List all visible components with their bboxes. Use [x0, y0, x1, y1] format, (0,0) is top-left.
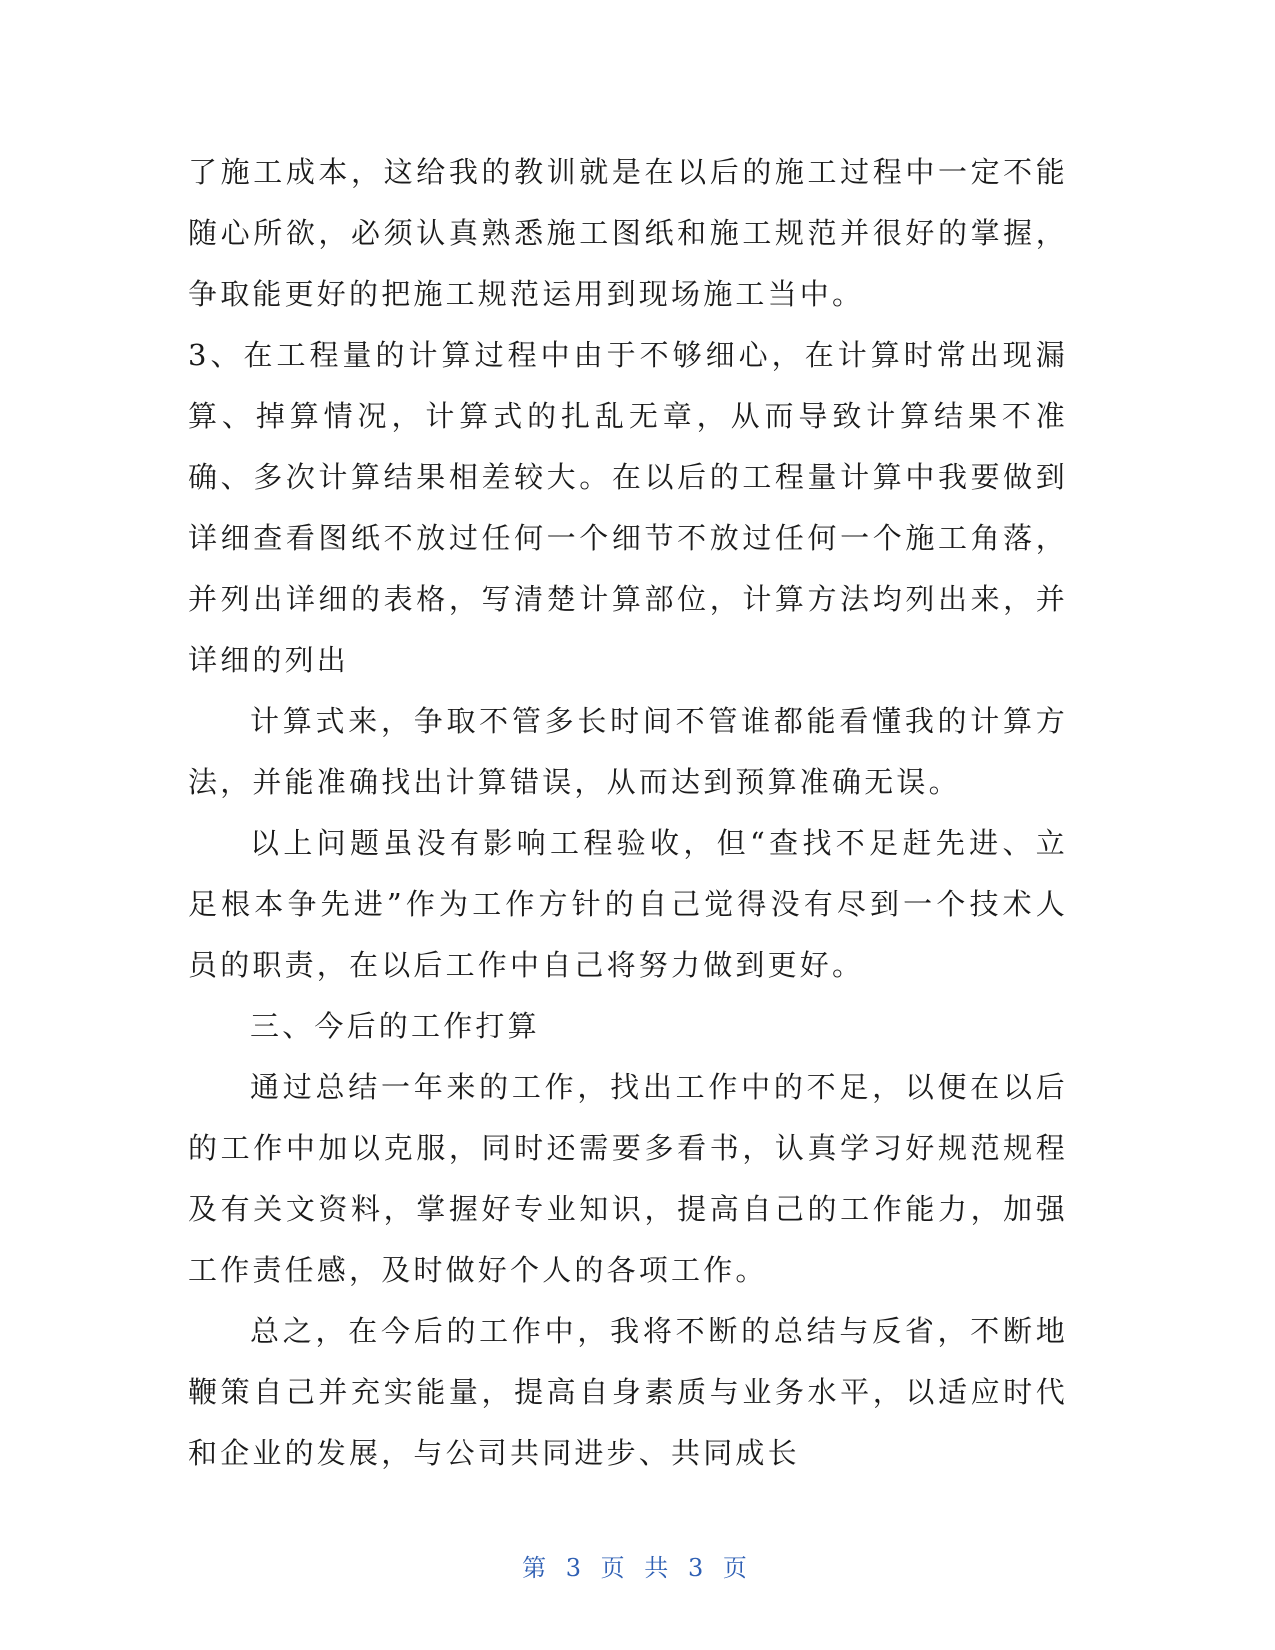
section-heading-future-plans: 三、今后的工作打算	[250, 1009, 540, 1043]
document-body	[188, 142, 1068, 1484]
page-number-footer: 第 3 页 共 3 页	[522, 1554, 753, 1582]
paragraph-construction-cost: 了施工成本，这给我的教训就是在以后的施工过程中一定不能随心所欲，必须认真熟悉施工图纸和施工规范并很好的掌握，争取能更好的把施工规范运用到现场施工当中。	[188, 155, 1068, 311]
paragraph-acceptance-issues: 以上问题虽没有影响工程验收，但“查找不足赶先进、立足根本争先进”作为工作方针的自己觉得没有尽到一个技术人员的职责，在以后工作中自己将努力做到更好。	[188, 826, 1068, 982]
paragraph-conclusion: 总之，在今后的工作中，我将不断的总结与反省，不断地鞭策自己并充实能量，提高自身素质与业务水平，以适应时代和企业的发展，与公司共同进步、共同成长	[188, 1314, 1068, 1470]
paragraph-quantity-calculation: 3、在工程量的计算过程中由于不够细心，在计算时常出现漏算、掉算情况，计算式的扎乱无章，从而导致计算结果不准确、多次计算结果相差较大。在以后的工程量计算中我要做到详细查看图纸不放过任何一个细节不放过任何一个施工角落，并列出详细的表格，写清楚计算部位，计算方法均列出来，并详细的列出	[188, 338, 1068, 677]
paragraph-future-work: 通过总结一年来的工作，找出工作中的不足，以便在以后的工作中加以克服，同时还需要多看书，认真学习好规范规程及有关文资料，掌握好专业知识，提高自己的工作能力，加强工作责任感，及时做好个人的各项工作。	[188, 1070, 1068, 1287]
paragraph-calculation-formula: 计算式来，争取不管多长时间不管谁都能看懂我的计算方法，并能准确找出计算错误，从而达到预算准确无误。	[188, 704, 1068, 799]
